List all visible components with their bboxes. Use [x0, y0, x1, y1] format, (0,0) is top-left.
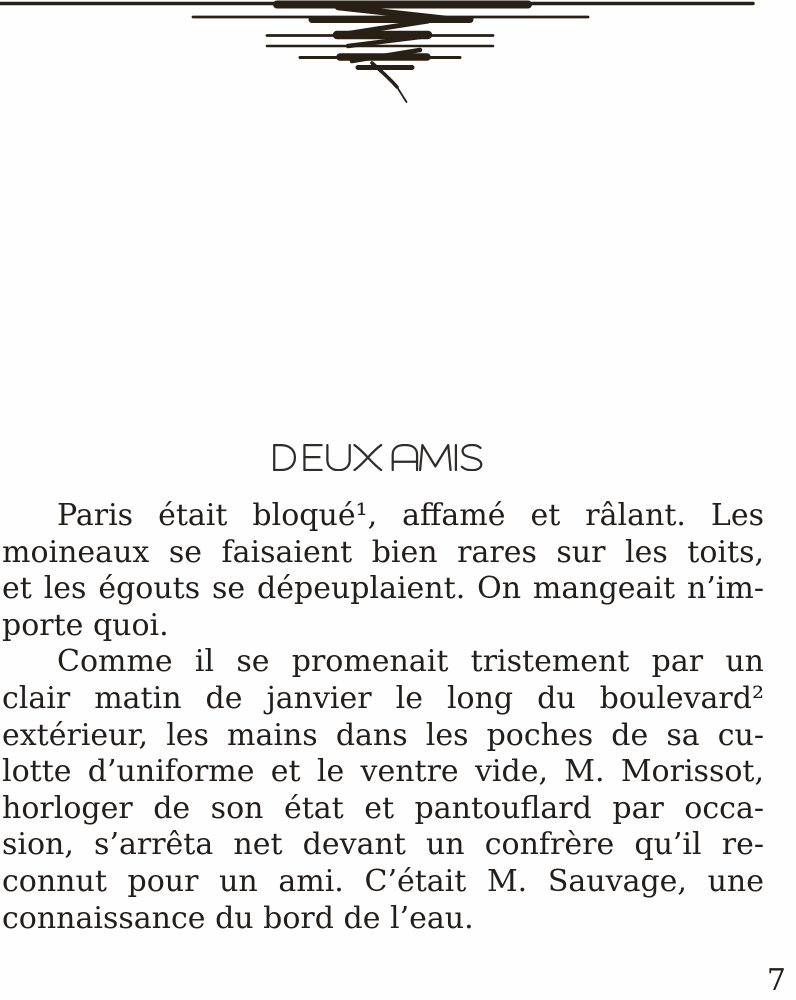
- text-line: horloger de son état et pantouflard par occa-: [2, 790, 764, 826]
- story-text: [2, 498, 764, 937]
- text-line: Comme il se promenait tristement par un: [57, 644, 764, 680]
- text-line: connut pour un ami. C’était M. Sauvage, une: [2, 863, 764, 899]
- text-line: et les égouts se dépeuplaient. On mangeait n’im-: [2, 571, 764, 607]
- ink-scribble-illustration: [0, 0, 796, 115]
- page-number: 7: [766, 963, 786, 998]
- text-line: porte quoi.: [2, 607, 169, 643]
- text-line: moineaux se faisaient bien rares sur les toits,: [2, 534, 764, 570]
- story-title-lettering: [273, 444, 483, 471]
- text-line: lotte d’uniforme et le ventre vide, M. Morissot,: [2, 754, 764, 790]
- text-line: sion, s’arrêta net devant un confrère qu’il re-: [2, 827, 764, 863]
- text-line: extérieur, les mains dans les poches de sa cu-: [2, 717, 764, 753]
- paragraph: [2, 498, 764, 644]
- paragraph: [2, 644, 764, 937]
- text-line: Paris était bloqué¹, affamé et râlant. Les: [57, 498, 764, 533]
- text-line: clair matin de janvier le long du boulevard²: [2, 680, 764, 716]
- story-title: [273, 444, 483, 472]
- text-line: connaissance du bord de l’eau.: [2, 900, 474, 936]
